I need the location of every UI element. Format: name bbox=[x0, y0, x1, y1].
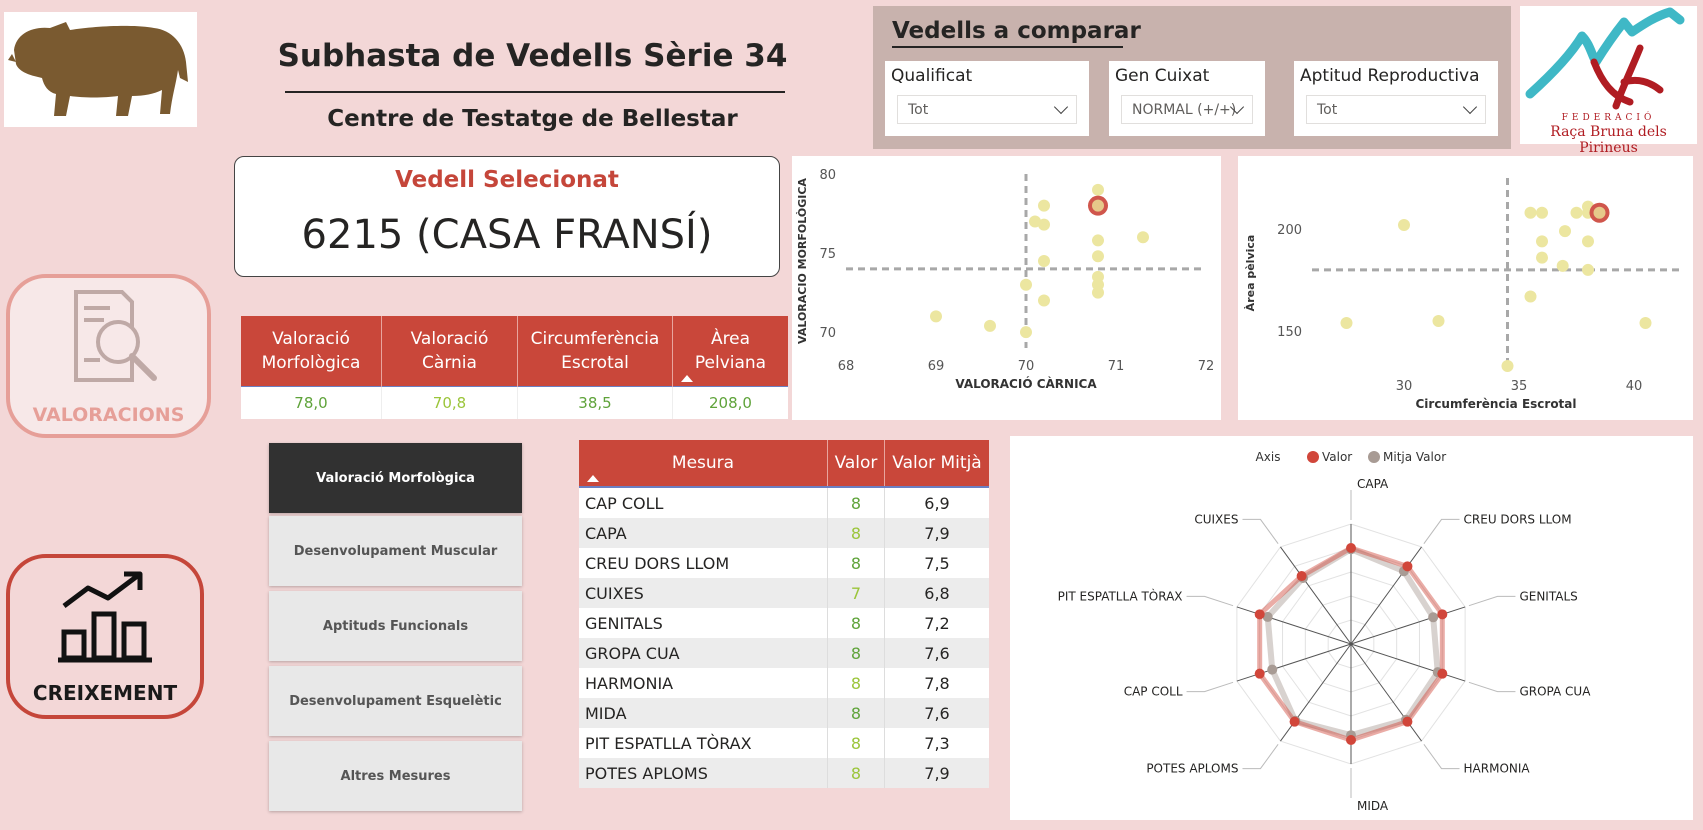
scatter-point bbox=[1038, 219, 1050, 231]
scatter-point bbox=[1536, 235, 1548, 247]
scatter-point bbox=[1092, 184, 1104, 196]
table-cell: 8 bbox=[828, 638, 885, 668]
scatter-point bbox=[1502, 360, 1514, 372]
bull-icon bbox=[4, 12, 197, 127]
column-header[interactable]: Valoració Morfològica bbox=[241, 316, 382, 387]
valoracions-button[interactable] bbox=[6, 274, 211, 438]
compare-title-divider bbox=[892, 46, 1123, 48]
table-row[interactable] bbox=[579, 487, 989, 518]
table-cell: 8 bbox=[828, 698, 885, 728]
radar-axis-label: CAPA bbox=[1357, 477, 1389, 491]
y-tick-label: 70 bbox=[819, 326, 836, 342]
table-cell: 7,6 bbox=[885, 638, 990, 668]
radar-spoke bbox=[1237, 607, 1351, 644]
radar-point-valor bbox=[1297, 571, 1307, 581]
radar-axis-label: POTES APLOMS bbox=[1146, 761, 1239, 776]
y-axis-label: Àrea pèlvica bbox=[1244, 234, 1257, 312]
x-tick-label: 69 bbox=[927, 359, 945, 374]
legend-label-mitja: Mitja Valor bbox=[1383, 450, 1447, 464]
scatter-point bbox=[1536, 252, 1548, 264]
table-row[interactable] bbox=[579, 668, 989, 698]
table-row[interactable] bbox=[579, 758, 989, 788]
table-cell: 208,0 bbox=[673, 387, 789, 420]
table-cell: 8 bbox=[828, 487, 885, 518]
scatter-point bbox=[1038, 295, 1050, 307]
table-row[interactable] bbox=[579, 638, 989, 668]
legend-marker-mitja bbox=[1368, 451, 1380, 463]
slicer-label: Aptitud Reproductiva bbox=[1300, 66, 1480, 86]
scatter-point bbox=[1525, 290, 1537, 302]
radar-label-leader bbox=[1469, 682, 1516, 691]
scatter-chart[interactable] bbox=[792, 156, 1221, 420]
scatter-point bbox=[1020, 326, 1032, 338]
table-cell: 7,9 bbox=[885, 518, 990, 548]
chevron-down-icon[interactable] bbox=[1054, 100, 1068, 114]
table-row[interactable] bbox=[579, 698, 989, 728]
creixement-button[interactable] bbox=[6, 554, 204, 719]
slicer-aptitud-reproductiva bbox=[1294, 61, 1498, 136]
radar-label-leader bbox=[1187, 596, 1234, 605]
selected-point-core bbox=[1594, 207, 1606, 219]
radar-label-leader bbox=[1242, 744, 1278, 768]
table-cell: 8 bbox=[828, 518, 885, 548]
x-tick-label: 35 bbox=[1510, 379, 1528, 394]
radar-point-valor bbox=[1437, 609, 1447, 619]
table-cell: 7,8 bbox=[885, 668, 990, 698]
scatter-point bbox=[1020, 279, 1032, 291]
scatter-point bbox=[1038, 200, 1050, 212]
page-subtitle: Centre de Testatge de Bellestar bbox=[327, 106, 738, 132]
x-tick-label: 68 bbox=[837, 359, 855, 374]
scatter-point bbox=[1341, 317, 1353, 329]
sort-ascending-icon bbox=[587, 475, 599, 482]
page-title: Subhasta de Vedells Sèrie 34 bbox=[277, 38, 788, 74]
radar-point-valor bbox=[1255, 609, 1265, 619]
table-row[interactable] bbox=[579, 578, 989, 608]
scatter-point bbox=[1536, 207, 1548, 219]
column-header[interactable]: Valoració Càrnia bbox=[382, 316, 518, 387]
radar-label-leader bbox=[1424, 744, 1460, 768]
column-header[interactable]: Valor bbox=[828, 440, 885, 487]
table-cell: GENITALS bbox=[579, 608, 828, 638]
table-cell: 8 bbox=[828, 668, 885, 698]
radar-point-mitja bbox=[1428, 612, 1438, 622]
selected-calf-value: 6215 (CASA FRANSÍ) bbox=[301, 212, 713, 258]
scatter-point bbox=[1433, 315, 1445, 327]
scatter-point bbox=[1557, 260, 1569, 272]
scatter-point bbox=[1038, 255, 1050, 267]
radar-point-mitja bbox=[1267, 665, 1277, 675]
table-cell: 8 bbox=[828, 548, 885, 578]
radar-chart-card bbox=[1010, 436, 1693, 820]
x-tick-label: 71 bbox=[1107, 359, 1125, 374]
legend-marker-valor bbox=[1307, 451, 1319, 463]
scatter-point bbox=[1398, 219, 1410, 231]
radar-axis-label: CAP COLL bbox=[1123, 684, 1183, 699]
valuation-table bbox=[241, 316, 788, 419]
federation-logo bbox=[1520, 6, 1697, 156]
table-cell: PIT ESPATLLA TÒRAX bbox=[579, 728, 828, 758]
nav-button-aptituds-funcionals[interactable]: Aptituds Funcionals bbox=[269, 591, 522, 661]
table-cell: 8 bbox=[828, 728, 885, 758]
radar-spoke bbox=[1351, 607, 1465, 644]
scatter-point bbox=[1582, 235, 1594, 247]
selected-calf-card bbox=[234, 156, 780, 277]
table-cell: CREU DORS LLOM bbox=[579, 548, 828, 578]
compare-panel bbox=[873, 6, 1511, 149]
column-header[interactable]: Valor Mitjà bbox=[885, 440, 990, 487]
radar-axis-label: PIT ESPATLLA TÒRAX bbox=[1057, 589, 1183, 604]
selected-point-core bbox=[1092, 200, 1104, 212]
slicer-dropdown-gen-cuixat[interactable] bbox=[1121, 95, 1253, 124]
scatter-morfologica-carnica bbox=[792, 156, 1221, 420]
radar-point-valor bbox=[1437, 669, 1447, 679]
growth-chart-icon bbox=[56, 566, 156, 666]
x-tick-label: 30 bbox=[1395, 379, 1413, 394]
x-tick-label: 40 bbox=[1625, 379, 1643, 394]
scatter-escrotal-pelvica bbox=[1238, 156, 1693, 420]
table-cell: 70,8 bbox=[382, 387, 518, 420]
scatter-point bbox=[1582, 264, 1594, 276]
table-cell: CAPA bbox=[579, 518, 828, 548]
column-header[interactable]: Circumferència Escrotal bbox=[518, 316, 673, 387]
nav-button-valoracio-morfologica[interactable]: Valoració Morfològica bbox=[269, 443, 522, 513]
logo-text-federacio: FEDERACIÓ bbox=[1561, 113, 1656, 123]
table-cell: GROPA CUA bbox=[579, 638, 828, 668]
slicer-value: NORMAL (+/+) bbox=[1132, 102, 1237, 118]
radar-axis-label: HARMONIA bbox=[1463, 761, 1530, 776]
radar-point-valor bbox=[1402, 561, 1412, 571]
nav-button-desenvolupament-muscular[interactable]: Desenvolupament Muscular bbox=[269, 516, 522, 586]
table-cell: 7,2 bbox=[885, 608, 990, 638]
table-cell: 38,5 bbox=[518, 387, 673, 420]
radar-axis-label: GROPA CUA bbox=[1519, 684, 1591, 699]
scatter-point bbox=[1525, 207, 1537, 219]
slicer-label: Gen Cuixat bbox=[1115, 66, 1210, 86]
y-tick-label: 200 bbox=[1277, 223, 1302, 239]
y-tick-label: 75 bbox=[819, 247, 836, 263]
scatter-point bbox=[1640, 317, 1652, 329]
table-cell: 7,6 bbox=[885, 698, 990, 728]
x-tick-label: 72 bbox=[1197, 359, 1215, 374]
y-tick-label: 80 bbox=[819, 168, 836, 183]
y-axis-label: VALORACIO MORFOLÒGICA bbox=[796, 178, 809, 344]
radar-label-leader bbox=[1469, 596, 1516, 605]
sort-ascending-icon bbox=[681, 375, 693, 382]
column-header-sorted[interactable]: Mesura bbox=[579, 440, 828, 487]
table-cell: POTES APLOMS bbox=[579, 758, 828, 788]
document-search-icon bbox=[70, 288, 160, 388]
x-tick-label: 70 bbox=[1017, 359, 1035, 374]
table-row[interactable] bbox=[579, 608, 989, 638]
table-cell: 8 bbox=[828, 608, 885, 638]
creixement-label: CREIXEMENT bbox=[32, 681, 178, 705]
radar-label-leader bbox=[1187, 682, 1234, 691]
radar-spoke bbox=[1237, 644, 1351, 681]
table-cell: CAP COLL bbox=[579, 487, 828, 518]
radar-axis-label: CREU DORS LLOM bbox=[1463, 512, 1572, 527]
radar-axis-label: MIDA bbox=[1357, 799, 1389, 813]
scatter-point bbox=[1559, 225, 1571, 237]
radar-axis-label: GENITALS bbox=[1519, 589, 1578, 604]
legend-label-valor: Valor bbox=[1322, 450, 1353, 464]
slicer-gen-cuixat bbox=[1109, 61, 1265, 136]
radar-axis-label: CUIXES bbox=[1194, 512, 1239, 527]
slicer-dropdown-aptitud[interactable] bbox=[1306, 95, 1486, 124]
scatter-point bbox=[1092, 287, 1104, 299]
radar-point-valor bbox=[1402, 717, 1412, 727]
column-header-sorted[interactable]: Àrea Pelviana bbox=[673, 316, 789, 387]
measures-table bbox=[579, 440, 989, 788]
slicer-label: Qualificat bbox=[891, 66, 973, 86]
y-tick-label: 150 bbox=[1277, 325, 1302, 341]
bull-logo bbox=[4, 12, 197, 127]
scatter-point bbox=[1092, 250, 1104, 262]
table-cell: 6,8 bbox=[885, 578, 990, 608]
table-row[interactable] bbox=[579, 518, 989, 548]
radar-label-leader bbox=[1242, 519, 1278, 543]
table-cell: CUIXES bbox=[579, 578, 828, 608]
radar-spoke bbox=[1351, 644, 1465, 681]
table-row[interactable] bbox=[579, 728, 989, 758]
table-row bbox=[241, 387, 788, 420]
table-cell: 6,9 bbox=[885, 487, 990, 518]
slicer-value: Tot bbox=[1317, 102, 1338, 118]
scatter-point bbox=[1571, 207, 1583, 219]
table-cell: MIDA bbox=[579, 698, 828, 728]
nav-button-desenvolupament-esqueletic[interactable]: Desenvolupament Esquelètic bbox=[269, 666, 522, 736]
radar-point-valor bbox=[1255, 669, 1265, 679]
logo-text-name: Raça Bruna dels Pirineus bbox=[1550, 124, 1667, 156]
x-axis-label: VALORACIÓ CÀRNICA bbox=[955, 377, 1097, 391]
valoracions-label: VALORACIONS bbox=[32, 404, 185, 426]
table-cell: 7,9 bbox=[885, 758, 990, 788]
selected-calf-label: Vedell Selecionat bbox=[395, 167, 619, 193]
slicer-dropdown-qualificat[interactable] bbox=[897, 95, 1077, 124]
compare-title: Vedells a comparar bbox=[892, 18, 1141, 44]
table-cell: HARMONIA bbox=[579, 668, 828, 698]
nav-button-altres-mesures[interactable]: Altres Mesures bbox=[269, 741, 522, 811]
title-divider bbox=[285, 91, 785, 93]
scatter-point bbox=[1092, 234, 1104, 246]
scatter-point bbox=[984, 320, 996, 332]
radar-point-valor bbox=[1346, 735, 1356, 745]
table-row[interactable] bbox=[579, 548, 989, 578]
legend-title: Axis bbox=[1255, 450, 1281, 464]
slicer-qualificat bbox=[885, 61, 1089, 136]
x-axis-label: Circumferència Escrotal bbox=[1415, 397, 1577, 411]
scatter-point bbox=[930, 310, 942, 322]
slicer-value: Tot bbox=[908, 102, 929, 118]
radar-point-valor bbox=[1346, 543, 1356, 553]
scatter-point bbox=[1137, 231, 1149, 243]
radar-label-leader bbox=[1424, 519, 1460, 543]
table-cell: 7,5 bbox=[885, 548, 990, 578]
scatter-chart[interactable] bbox=[1238, 156, 1693, 420]
radar-point-valor bbox=[1290, 717, 1300, 727]
table-cell: 78,0 bbox=[241, 387, 382, 420]
table-cell: 8 bbox=[828, 758, 885, 788]
chevron-down-icon[interactable] bbox=[1463, 100, 1477, 114]
table-cell: 7,3 bbox=[885, 728, 990, 758]
table-cell: 7 bbox=[828, 578, 885, 608]
radar-chart[interactable] bbox=[1010, 436, 1693, 820]
